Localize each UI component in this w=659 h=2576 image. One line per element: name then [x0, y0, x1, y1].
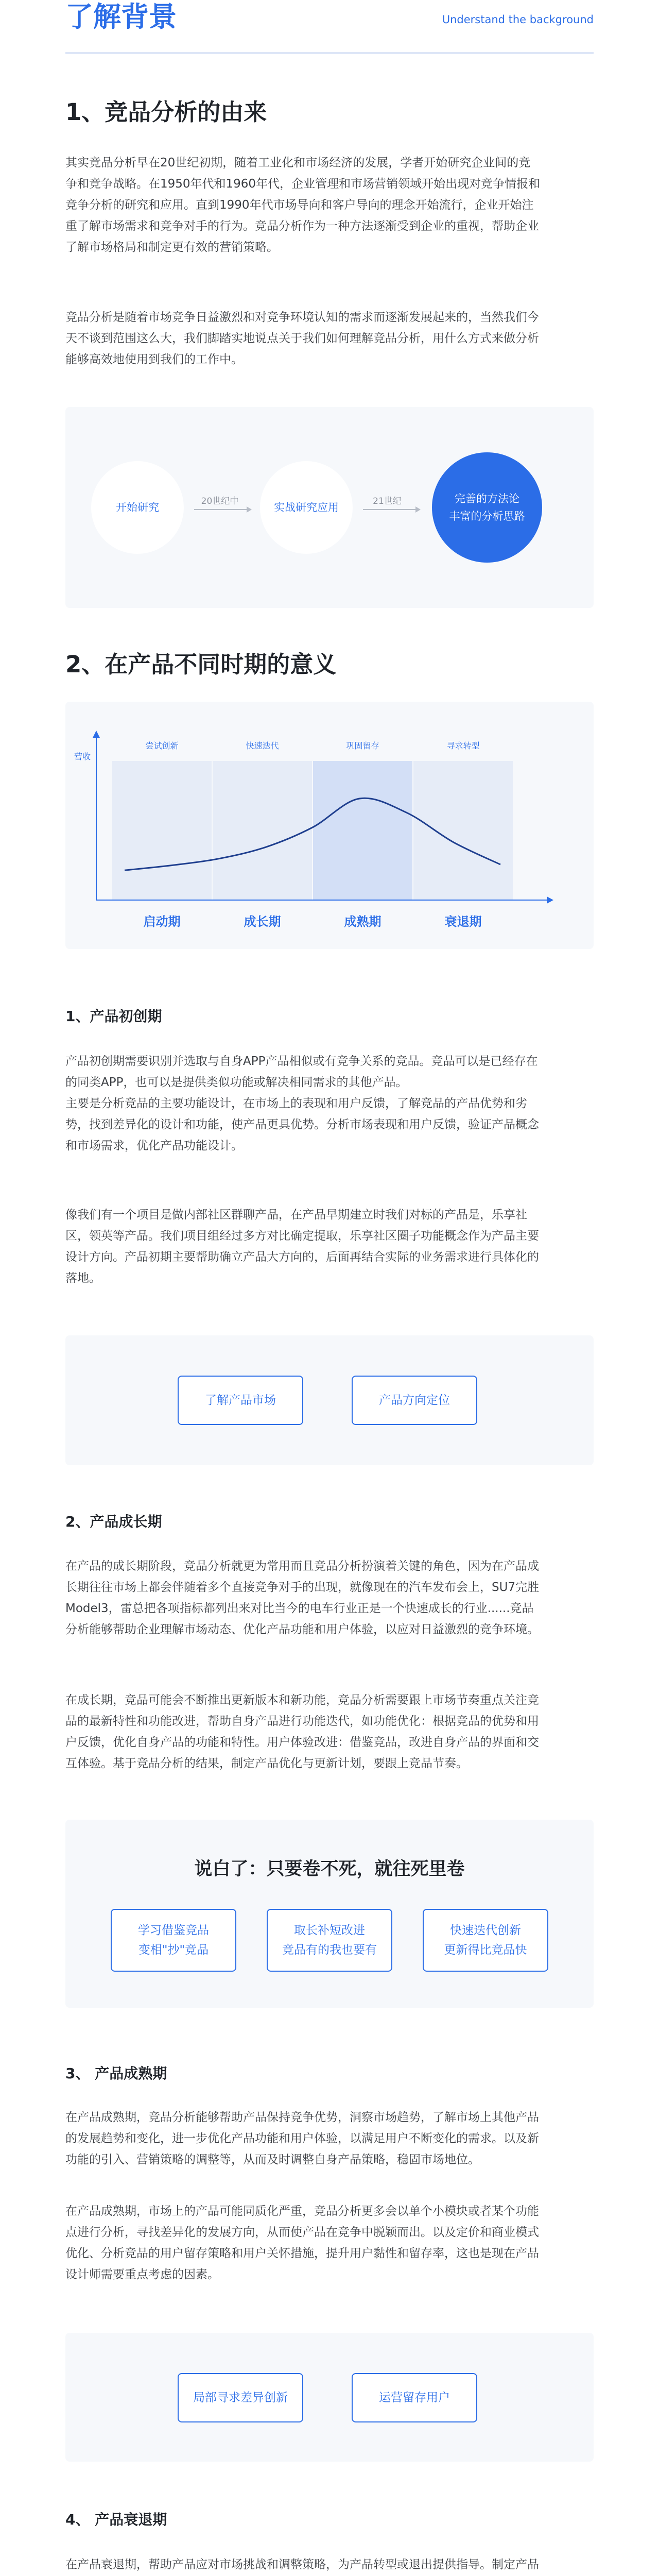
decline-paragraph-1 [65, 2554, 594, 2576]
text-line: 能够高效地使用到我们的工作中。 [65, 353, 243, 366]
tag-understand-market: 了解产品市场 [178, 1376, 303, 1425]
stage-band [413, 761, 513, 900]
page-title: 了解背景 [65, 1, 177, 33]
tag-line-2: 更新得比竞品快 [444, 1943, 527, 1957]
flow-node-practice: 实战研究应用 [260, 461, 353, 554]
text-line: 优化、分析竞品的用户留存策略和用户关怀措施，提升用户黏性和留存率，这也是现在产品 [65, 2247, 539, 2260]
text-line: 分析能够帮助企业理解市场动态、优化产品功能和用户体验，以应对日益激烈的竞争环境。 [65, 1623, 539, 1636]
page-header [65, 0, 594, 54]
y-axis-arrow [93, 731, 100, 738]
text-line: 在产品成熟期，竞品分析能够帮助产品保持竞争优势，洞察市场趋势，了解市场上其他产品 [65, 2111, 539, 2124]
tag-product-positioning: 产品方向定位 [352, 1376, 477, 1425]
phase-label: 巩固留存 [346, 741, 379, 751]
text-line: 长期往往市场上都会伴随着多个直接竞争对手的出现，就像现在的汽车发布会上，SU7完胜 [65, 1581, 540, 1594]
section-heading-stages: 2、在产品不同时期的意义 [65, 651, 337, 678]
flow-arrow-label-1: 20世纪中 [201, 496, 239, 506]
text-line: 设计方向。产品初期主要帮助确立产品大方向的，后面再结合实际的业务需求进行具体化的 [65, 1250, 539, 1264]
text-line: 户反馈，优化自身产品的功能和特性。用户体验改进：借鉴竞品，改进自身产品的界面和交 [65, 1736, 539, 1749]
stage-band [112, 761, 212, 900]
init-tags-panel [65, 1335, 594, 1465]
growth-tags-panel [65, 1820, 594, 2008]
stage-label: 启动期 [143, 914, 181, 929]
text-line: 落地。 [65, 1272, 101, 1285]
text-line: 竞品分析是随着市场竞争日益激烈和对竞争环境认知的需求而逐渐发展起来的，当然我们今 [65, 311, 539, 324]
stage-label: 成长期 [244, 914, 281, 929]
text-line: 像我们有一个项目是做内部社区群聊产品，在产品早期建立时我们对标的产品是，乐享社 [65, 1208, 527, 1222]
text-line: 在产品的成长期阶段，竞品分析就更为常用而且竞品分析扮演着关键的角色，因为在产品成 [65, 1560, 539, 1573]
node-line-2: 丰富的分析思路 [449, 510, 525, 522]
lifecycle-chart [65, 702, 594, 949]
stage-label: 成熟期 [344, 914, 381, 929]
text-line: 的同类APP，也可以是提供类似功能或解决相同需求的其他产品。 [65, 1076, 408, 1089]
tag-line-2: 变相"抄"竞品 [138, 1943, 209, 1957]
init-paragraph-1 [65, 1051, 594, 1157]
stage-label: 衰退期 [444, 914, 482, 929]
text-line: 功能的引入、营销策略的调整等，从而及时调整自身产品策略，稳固市场地位。 [65, 2153, 480, 2166]
history-flow-panel [65, 407, 594, 608]
origin-paragraph-2 [65, 307, 594, 370]
phase-label: 寻求转型 [446, 741, 480, 751]
origin-paragraph-1 [65, 152, 594, 258]
text-line: 竞争分析的研究和应用。直到1990年代市场导向和客户导向的理念开始流行，企业开始注 [65, 198, 534, 212]
tag-fast-iteration [423, 1909, 548, 1972]
stage-band [213, 761, 312, 900]
y-axis-label: 营收 [74, 752, 91, 761]
text-line: 区，领英等产品。我们项目组经过多方对比确定提取，乐享社区圈子功能概念作为产品主要 [65, 1229, 539, 1243]
mature-paragraph-1 [65, 2107, 594, 2171]
text-line: 势，找到差异化的设计和功能，使产品更具优势。分析市场表现和用户反馈，验证产品概念 [65, 1118, 539, 1131]
mature-paragraph-2 [65, 2201, 594, 2285]
text-line: 了解市场格局和制定更有效的营销策略。 [65, 241, 279, 254]
growth-paragraph-2 [65, 1690, 594, 1774]
text-line: 争和竞争战略。在1950年代和1960年代，企业管理和市场营销领域开始出现对竞争情报和 [65, 177, 541, 191]
text-line: 品的最新特性和功能改进，帮助自身产品进行功能迭代，如功能优化：根据竞品的优势和用 [65, 1715, 539, 1728]
mature-tags-panel [65, 2333, 594, 2462]
text-line: 主要是分析竞品的主要功能设计，在市场上的表现和用户反馈，了解竞品的产品优势和劣 [65, 1097, 527, 1110]
tag-user-retention: 运营留存用户 [352, 2373, 477, 2422]
flow-node-methodology [432, 452, 542, 563]
lifecycle-chart-panel [65, 702, 594, 949]
text-line: 在产品成熟期，市场上的产品可能同质化严重，竞品分析更多会以单个小模块或者某个功能 [65, 2205, 539, 2218]
growth-panel-title: 说白了：只要卷不死，就往死里卷 [194, 1859, 465, 1879]
text-line: 点进行分析，寻找差异化的发展方向，从而使产品在竞争中脱颖而出。以及定价和商业模式 [65, 2226, 539, 2239]
text-line: Model3，雷总把各项指标都列出来对比当今的电车行业正是一个快速成长的行业......竞品 [65, 1602, 534, 1615]
stage-heading-init: 1、产品初创期 [65, 1008, 162, 1025]
text-line: 天不谈到范围这么大，我们脚踏实地说点关于我们如何理解竞品分析，用什么方式来做分析 [65, 332, 539, 345]
stage-heading-mature: 3、 产品成熟期 [65, 2065, 167, 2082]
text-line: 在成长期，竞品可能会不断推出更新版本和新功能，竞品分析需要跟上市场节奏重点关注竞 [65, 1693, 539, 1707]
flow-node-start: 开始研究 [91, 461, 184, 554]
text-line: 产品初创期需要识别并选取与自身APP产品相似或有竞争关系的竞品。竞品可以是已经存在 [65, 1055, 538, 1068]
phase-label: 快速迭代 [246, 741, 279, 751]
text-line: 互体验。基于竞品分析的结果，制定产品优化与更新计划，要跟上竞品节奏。 [65, 1757, 468, 1770]
tag-line-1: 学习借鉴竞品 [138, 1924, 209, 1937]
flow-arrow-2 [363, 509, 420, 510]
tag-local-differentiation: 局部寻求差异创新 [178, 2373, 303, 2422]
phase-label: 尝试创新 [145, 741, 179, 751]
flow-arrow-1 [194, 509, 251, 510]
text-line: 的发展趋势和变化，进一步优化产品功能和用户体验，以满足用户不断变化的需求。以及新 [65, 2132, 539, 2145]
stage-band [313, 761, 412, 900]
stage-heading-decline: 4、 产品衰退期 [65, 2511, 167, 2528]
node-line-1: 完善的方法论 [455, 493, 519, 505]
init-paragraph-2 [65, 1205, 594, 1289]
tag-line-1: 取长补短改进 [294, 1924, 365, 1937]
text-line: 和市场需求，优化产品功能设计。 [65, 1139, 243, 1153]
text-line: 设计师需要重点考虑的因素。 [65, 2268, 219, 2281]
section-heading-origin: 1、竞品分析的由来 [65, 98, 267, 126]
flow-arrow-label-2: 21世纪 [373, 496, 402, 506]
x-axis-arrow [547, 896, 553, 904]
text-line: 在产品衰退期，帮助产品应对市场挑战和调整策略，为产品转型或退出提供指导。制定产品 [65, 2558, 539, 2571]
text-line: 其实竞品分析早在20世纪初期，随着工业化和市场经济的发展，学者开始研究企业间的竞 [65, 156, 531, 170]
text-line: 重了解市场需求和竞争对手的行为。竞品分析作为一种方法逐渐受到企业的重视，帮助企业 [65, 219, 539, 233]
tag-line-2: 竞品有的我也要有 [282, 1943, 377, 1957]
growth-paragraph-1 [65, 1556, 594, 1640]
tag-improve-weaknesses [267, 1909, 392, 1972]
tag-learn-from-competitors [111, 1909, 236, 1972]
page-subtitle: Understand the background [442, 13, 594, 26]
stage-heading-growth: 2、产品成长期 [65, 1513, 162, 1530]
tag-line-1: 快速迭代创新 [450, 1924, 521, 1937]
